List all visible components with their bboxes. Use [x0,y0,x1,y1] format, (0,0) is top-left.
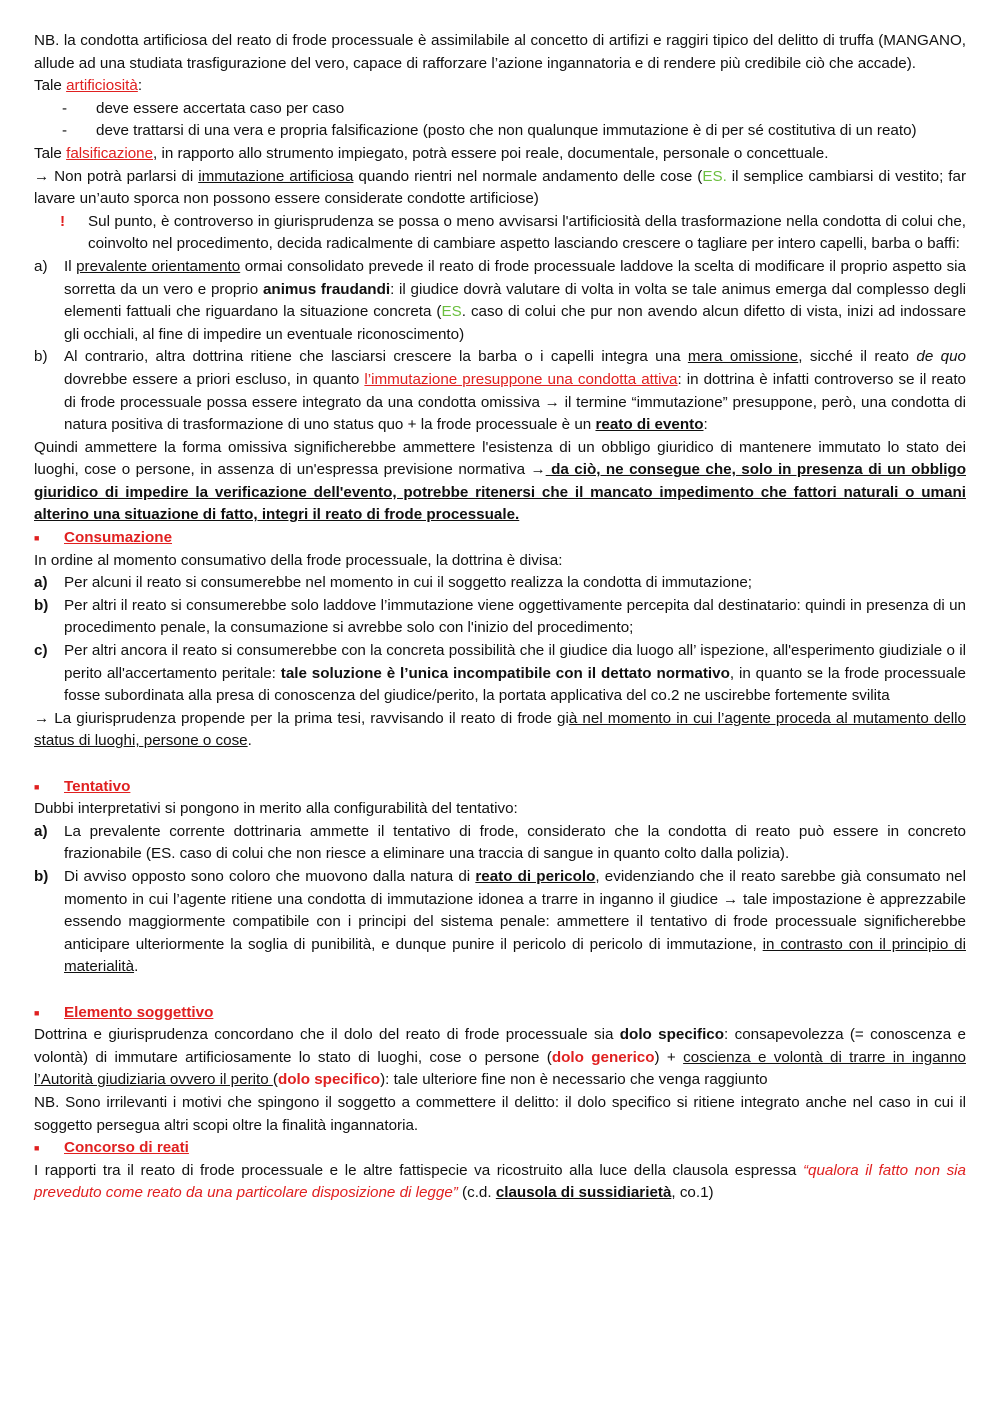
list-letter: b) [34,867,49,885]
paragraph-giurisprudenza [34,708,966,753]
underlined-text: coscienza e volontà di trarre in inganno l’Autorità giudiziaria ovvero il perito [34,1048,966,1089]
text-span: . [247,732,252,750]
text-span: , sicché il reato [798,348,917,366]
square-bullet-icon: ■ [34,533,40,544]
text-span: il termine “immutazione” presuppone, però, una condotta di natura positiva di trasformazione di uno status quo + la frode processuale è un [64,393,966,434]
paragraph-nb-intro: NB. la condotta artificiosa del reato di frode processuale è assimilabile al concetto di artifizi e raggiri tipico del delitto di truffa (MANGANO, allude ad una studiata trasfigurazione del vero, capace di rafforzare l’azione ingannatoria e di rendere più credibile ciò che accade). [34,32,966,72]
paragraph-dolo [34,1024,966,1092]
section-heading [34,776,966,799]
term-prevalente-orientamento: prevalente orientamento [76,257,241,275]
conclusion-text: da ciò, ne consegue che, solo in presenza di un obbligo giuridico di impedire la verificazione dell'evento, potrebbe ritenersi che il mancato impedimento che fattori naturali o umani alterino una situazione di fatto, integri il reato di frode processuale. [34,461,966,524]
list-item-text: deve trattarsi di una vera e propria falsificazione (posto che non qualunque immutazione è di per sé costitutiva di un reato) [96,122,917,140]
list-item [34,640,966,708]
list-letter: a) [34,822,48,840]
paragraph-tentativo-intro: Dubbi interpretativi si pongono in merito alla configurabilità del tentativo: [34,800,518,818]
exclamation-icon: ! [60,212,66,230]
list-item [34,346,966,436]
warning-text: Sul punto, è controverso in giurisprudenza se possa o meno avvisarsi l'artificiosità della trasformazione nella condotta di colui che, coinvolto nel procedimento, decida radicalmente di cambiare aspetto lasciando crescere o tagliare per intero capelli, barba o baffi: [88,212,966,253]
underlined-text: à nel momento in cui l’agente proceda al mutamento dello status di luoghi, persone o cose [34,709,967,750]
list-item-text: La prevalente corrente dottrinaria ammette il tentativo di frode, considerato che la condotta di reato può essere in concreto frazionabile (ES. caso di colui che non riesce a eliminare una traccia di sangue in quanto colto dalla polizia). [64,822,966,863]
text-span: : [137,77,143,95]
text-span: , in quanto se la frode processuale fosse subordinata alla presa di conoscenza del giudice/perito, la portata applicativa del co.2 ne uscirebbe fortemente svilita [64,664,966,705]
section-heading [34,1002,966,1025]
list-item [34,120,966,143]
text-span: La giurisprudenza propende per la prima tesi, ravvisando il reato di frode gi [49,709,569,727]
spacer [34,979,966,1002]
list-item-text: Per alcuni il reato si consumerebbe nel momento in cui il soggetto realizza la condotta di immutazione; [64,574,753,592]
list-item [34,866,966,979]
list-item-text: Per altri il reato si consumerebbe solo laddove l’immutazione viene oggettivamente percepita dal destinatario: quindi in presenza di un procedimento penale, la consumazione si avrebbe solo con l'inizio del procedimento; [64,596,966,637]
list-item-text [64,256,966,346]
term-animus-fraudandi: animus fraudandi [262,280,391,298]
arrow-icon: → [530,461,546,479]
text-span: . [134,958,139,976]
text-span: , in rapporto allo strumento impiegato, potrà essere poi reale, documentale, personale o concettuale. [153,144,829,162]
paragraph-falsificazione [34,143,966,166]
list-item-text [64,346,966,436]
paragraph-immutazione [34,166,966,211]
text-span: : [703,416,708,434]
emphasis-text: tale soluzione è l’unica incompatibile con il dettato normativo [280,664,730,682]
text-span: Tale [34,144,67,162]
paragraph-artificiosita [34,75,966,98]
term-dolo-specifico-red: dolo specifico [277,1071,381,1089]
list-letter: c) [34,642,48,660]
paragraph-nb-motivi: NB. Sono irrilevanti i motivi che spingono il soggetto a commettere il delitto: il dolo specifico si ritiene integrato anche nel caso in cui il soggetto persegua altri scopi oltre la finalità ingannatoria. [34,1093,966,1134]
text-span: ormai consolidato prevede il reato di frode processuale laddove la scelta di modificare il proprio aspetto sia sorretta da un vero e proprio [64,257,966,298]
text-span: ) + [654,1048,684,1066]
quoted-clause: “qualora il fatto non sia preveduto come reato da una particolare disposizione di legge” [34,1161,967,1202]
term-reato-di-pericolo: reato di pericolo [475,867,596,885]
list-item [34,572,966,595]
term-falsificazione: falsificazione [66,144,154,162]
heading-tentativo: Tentativo [64,777,131,795]
text-span: tale impostazione è apprezzabile essendo maggiormente compatibile con i principi del sistema penale: ammettere il tentativo di frode processuale significherebbe anticipare ulteriormente la soglia di punibilità, e dunque punire il pericolo di pericolo di immutazione, [64,890,966,953]
square-bullet-icon: ■ [34,1007,40,1018]
list-letter: b) [34,596,49,614]
paragraph-concorso [34,1160,966,1205]
list-item [34,98,966,121]
arrow-icon: → [34,167,50,185]
text-span: Il [64,257,77,275]
example-marker: ES. [702,167,727,185]
text-span: Al contrario, altra dottrina ritiene che lasciarsi crescere la barba o i capelli integra una [64,348,688,366]
text-span: Tale [34,77,67,95]
underlined-text: in contrasto con il principio di materialità [64,935,966,976]
text-span: (c.d. [457,1184,496,1202]
section-heading [34,1137,966,1160]
square-bullet-icon: ■ [34,1143,40,1154]
term-reato-di-evento: reato di evento [595,416,704,434]
dash-bullet: - [62,99,68,117]
list-item [34,821,966,866]
text-span: . caso di colui che pur non avendo alcun difetto di vista, inizi ad indossare gli occhiali, al fine di impedire un eventuale riconoscimento) [64,303,967,343]
text-span: I rapporti tra il reato di frode processuale e le altre fattispecie va ricostruito alla luce della clausola espressa [34,1161,803,1179]
arrow-icon: → [34,709,50,727]
term-artificiosita: artificiosità [66,77,138,95]
text-span: dovrebbe essere a priori escluso, in quanto [64,370,365,388]
spacer [34,753,966,776]
dash-bullet: - [62,122,68,140]
heading-consumazione: Consumazione [64,529,173,547]
term-mera-omissione: mera omissione [687,348,799,366]
term-dolo-specifico: dolo specifico [619,1026,725,1044]
heading-concorso-di-reati: Concorso di reati [64,1139,189,1157]
text-span: : consapevolezza (= conoscenza e volontà) di immutare artificiosamente lo stato di luoghi, cose o persone ( [34,1026,967,1066]
term-de-quo: de quo [916,348,966,366]
text-span: Quindi ammettere la forma omissiva significherebbe ammettere l'esistenza di un obbligo giuridico di mantenere immutato lo stato dei luoghi, cose o persone, in assenza di un'espressa previsione normativa [34,438,966,479]
heading-elemento-soggettivo: Elemento soggettivo [64,1003,214,1021]
text-span: : il giudice dovrà valutare di volta in volta se tale animus emerga dal complesso degli elementi fattuali che riguardano la situazione concreta ( [64,280,966,321]
term-dolo-generico: dolo generico [551,1048,655,1066]
text-span: : in dottrina è infatti controverso se il reato di frode processuale possa essere integrato da una condotta omissiva [64,370,966,411]
list-letter: b) [34,348,48,366]
warning-item [34,211,966,256]
term-condotta-attiva: l’immutazione presuppone una condotta attiva [364,370,678,388]
term-immutazione-artificiosa: immutazione artificiosa [198,167,354,185]
text-span: , co.1) [671,1184,714,1202]
list-item [34,595,966,640]
list-item [34,256,966,346]
text-span: Per altri ancora il reato si consumerebbe con la concreta possibilità che il giudice dia luogo all’ ispezione, all'esperimento giudiziale o il perito all'accertamento peritale: [64,642,966,682]
list-letter: a) [34,574,48,592]
text-span: il semplice cambiarsi di vestito; far lavare un’auto sporca non possono essere considerate condotte artificiose) [34,167,967,208]
text-span: quando rientri nel normale andamento delle cose ( [353,167,703,185]
text-span: ): tale ulteriore fine non è necessario che venga raggiunto [380,1071,768,1089]
example-marker: ES [441,303,462,321]
list-item-text: deve essere accertata caso per caso [96,99,345,117]
text-span: , evidenziando che il reato sarebbe già consumato nel momento in cui l’agente ritiene una condotta di immutazione idonea a trarre in inganno il giudice [64,867,967,908]
text-span: Non potrà parlarsi di [49,167,199,185]
text-span: Di avviso opposto sono coloro che muovono dalla natura di [64,867,476,885]
list-item-text [64,640,966,708]
section-heading [34,527,966,550]
list-letter: a) [34,257,48,275]
list-item-text [64,866,966,979]
text-span: ( [272,1071,278,1089]
term-clausola-sussidiarieta: clausola di sussidiarietà [495,1184,672,1202]
square-bullet-icon: ■ [34,781,40,792]
arrow-icon: → [722,890,739,908]
arrow-icon: → [544,393,560,411]
text-span: Dottrina e giurisprudenza concordano che il dolo del reato di frode processuale sia [34,1026,620,1044]
paragraph-consumazione-intro: In ordine al momento consumativo della frode processuale, la dottrina è divisa: [34,551,563,569]
paragraph-forma-omissiva [34,437,966,527]
